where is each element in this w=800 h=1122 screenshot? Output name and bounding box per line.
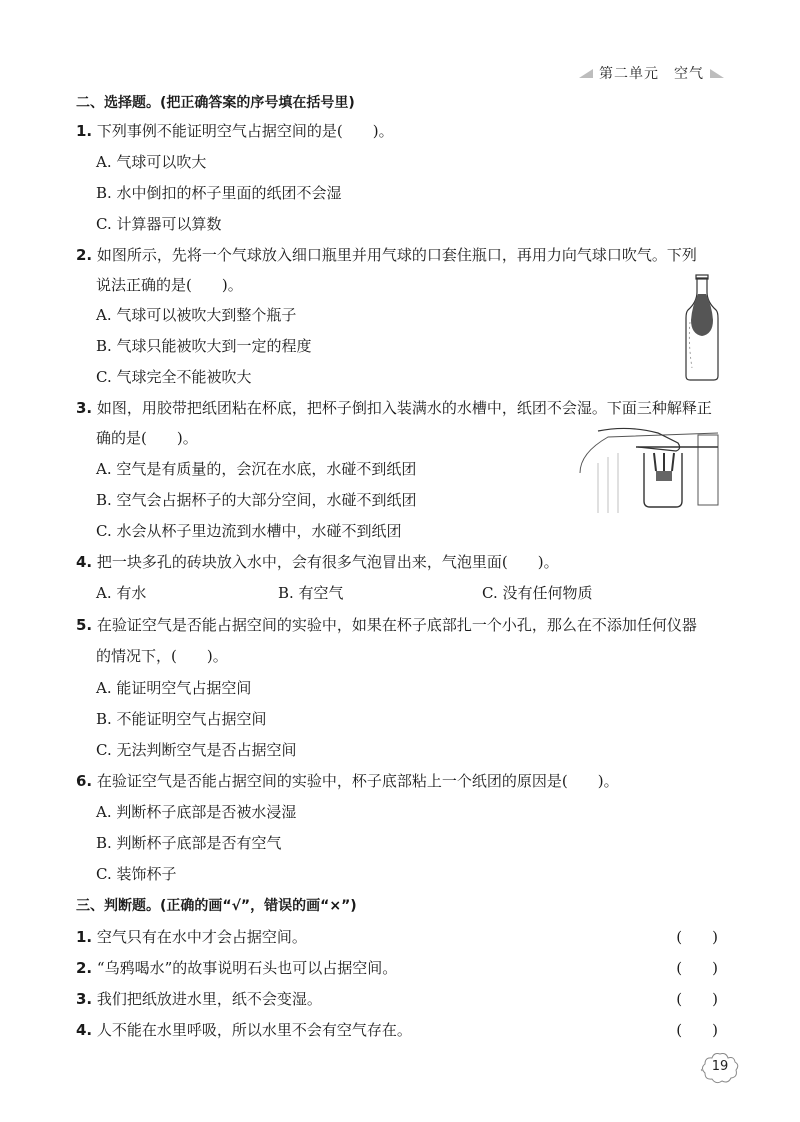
judgment-item-2 (76, 957, 397, 978)
item-text: “乌鸦喝水”的故事说明石头也可以占据空间。 (96, 959, 398, 977)
answer-paren-2[interactable]: ( ) (676, 959, 718, 977)
header-right-triangle-icon (710, 69, 724, 78)
header-left-triangle-icon (579, 69, 593, 78)
question-6 (76, 770, 619, 791)
unit-title: 第二单元 空气 (599, 66, 704, 82)
bottle-balloon-illustration (682, 272, 722, 384)
q1-option-b: B. 水中倒扣的杯子里面的纸团不会湿 (96, 184, 342, 202)
item-text: 人不能在水里呼吸，所以水里不会有空气存在。 (96, 1021, 412, 1039)
item-number: 2. (76, 959, 93, 977)
question-text: 如图，用胶带把纸团粘在杯底，把杯子倒扣入装满水的水槽中，纸团不会湿。下面三种解释正 (96, 399, 712, 417)
answer-paren-4[interactable]: ( ) (676, 1021, 718, 1039)
answer-paren-3[interactable]: ( ) (676, 990, 718, 1008)
q6-option-c: C. 装饰杯子 (96, 865, 177, 883)
section-title-choice: 二、选择题。(把正确答案的序号填在括号里) (76, 95, 355, 111)
q2-option-b: B. 气球只能被吹大到一定的程度 (96, 337, 312, 355)
q3-option-a: A. 空气是有质量的，会沉在水底，水碰不到纸团 (96, 460, 417, 478)
q2-option-c: C. 气球完全不能被吹大 (96, 368, 252, 386)
item-text: 我们把纸放进水里，纸不会变湿。 (96, 990, 322, 1008)
question-text: 如图所示，先将一个气球放入细口瓶里并用气球的口套住瓶口，再用力向气球口吹气。下列 (96, 246, 697, 264)
question-5 (76, 614, 697, 635)
page-number: 19 (711, 1059, 729, 1074)
q6-option-a: A. 判断杯子底部是否被水浸湿 (96, 803, 297, 821)
judgment-item-1 (76, 926, 307, 947)
page-number-badge (700, 1050, 740, 1086)
q5-option-b: B. 不能证明空气占据空间 (96, 710, 267, 728)
question-4 (76, 551, 559, 572)
q5-text-cont: 的情况下，( )。 (96, 647, 228, 665)
q2-text-cont: 说法正确的是( )。 (96, 276, 243, 294)
item-number: 4. (76, 1021, 93, 1039)
water-tank-cup-illustration (578, 423, 722, 513)
section-title-judgment: 三、判断题。(正确的画“√”，错误的画“×”) (76, 898, 357, 914)
q1-option-c: C. 计算器可以算数 (96, 215, 222, 233)
judgment-item-3 (76, 988, 322, 1009)
question-text: 下列事例不能证明空气占据空间的是( )。 (96, 122, 394, 140)
q4-option-a: A. 有水 (96, 584, 147, 602)
q1-option-a: A. 气球可以吹大 (96, 153, 207, 171)
q2-option-a: A. 气球可以被吹大到整个瓶子 (96, 306, 297, 324)
question-text: 在验证空气是否能占据空间的实验中，杯子底部粘上一个纸团的原因是( )。 (96, 772, 619, 790)
q3-option-c: C. 水会从杯子里边流到水槽中，水碰不到纸团 (96, 522, 402, 540)
item-number: 3. (76, 990, 93, 1008)
question-text: 在验证空气是否能占据空间的实验中，如果在杯子底部扎一个小孔，那么在不添加任何仪器 (96, 616, 697, 634)
question-3 (76, 397, 712, 418)
q6-option-b: B. 判断杯子底部是否有空气 (96, 834, 282, 852)
q3-option-b: B. 空气会占据杯子的大部分空间，水碰不到纸团 (96, 491, 417, 509)
question-number: 6. (76, 772, 93, 790)
q4-option-c: C. 没有任何物质 (482, 584, 593, 602)
question-1 (76, 120, 394, 141)
question-number: 2. (76, 246, 93, 264)
unit-header (579, 62, 724, 84)
question-number: 3. (76, 399, 93, 417)
q3-text-cont: 确的是( )。 (96, 429, 198, 447)
q5-option-a: A. 能证明空气占据空间 (96, 679, 252, 697)
q4-option-b: B. 有空气 (278, 584, 344, 602)
question-number: 5. (76, 616, 93, 634)
item-text: 空气只有在水中才会占据空间。 (96, 928, 307, 946)
question-2 (76, 244, 697, 265)
item-number: 1. (76, 928, 93, 946)
answer-paren-1[interactable]: ( ) (676, 928, 718, 946)
q5-option-c: C. 无法判断空气是否占据空间 (96, 741, 297, 759)
question-number: 4. (76, 553, 93, 571)
question-text: 把一块多孔的砖块放入水中，会有很多气泡冒出来，气泡里面( )。 (96, 553, 559, 571)
judgment-item-4 (76, 1019, 412, 1040)
question-number: 1. (76, 122, 93, 140)
